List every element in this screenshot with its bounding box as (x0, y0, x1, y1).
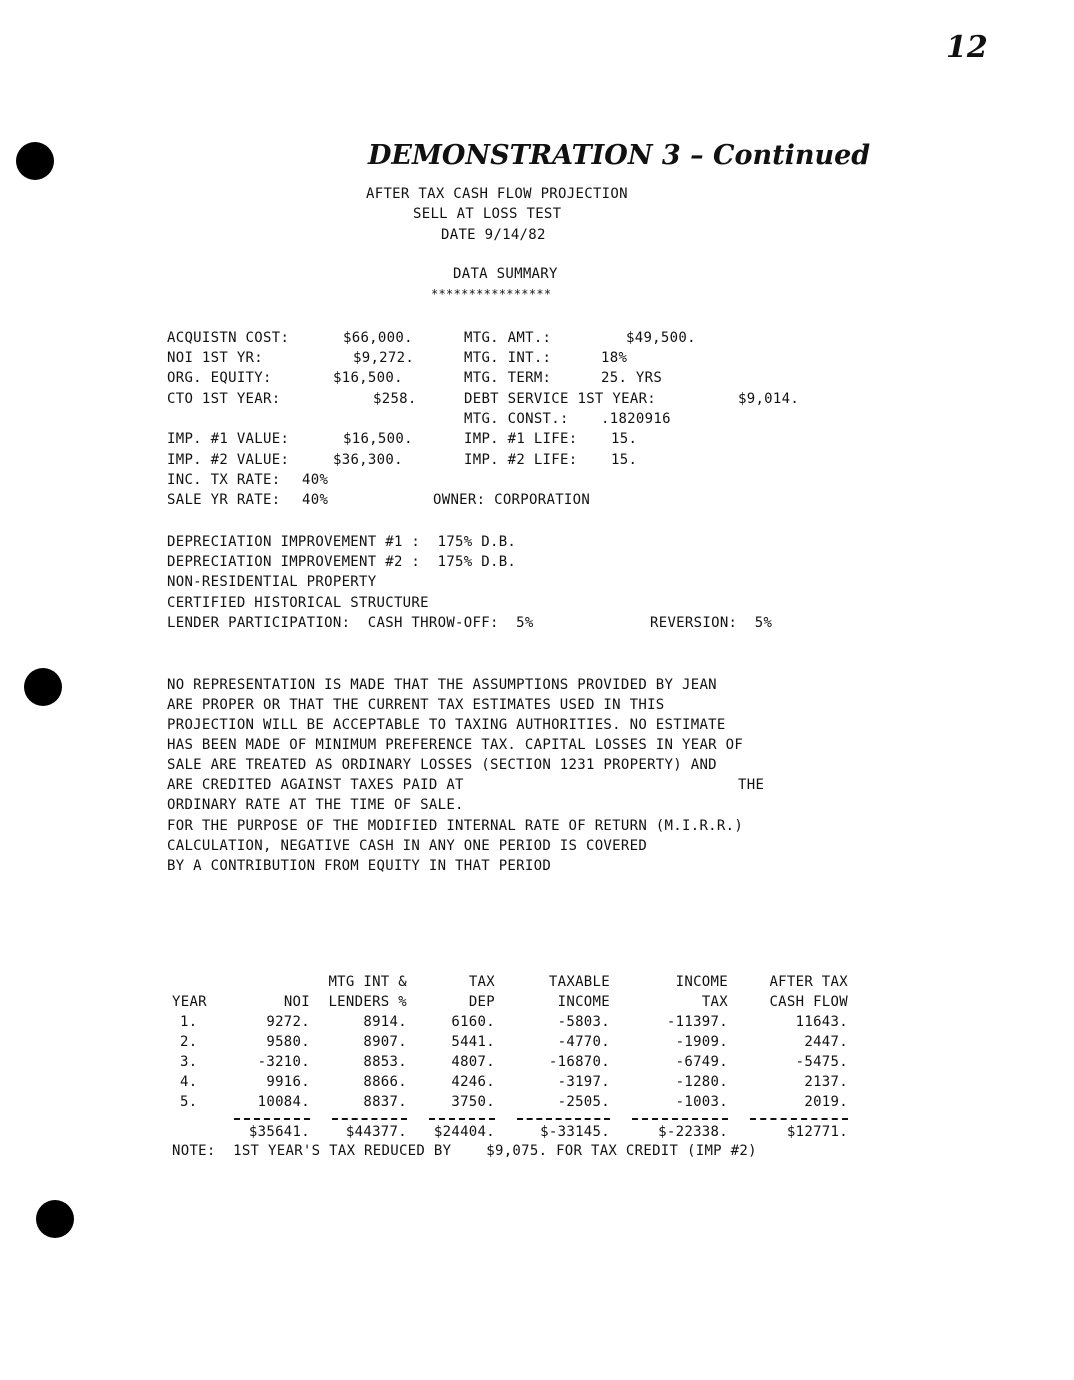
sale-year-rate-label: SALE YR RATE: (167, 492, 281, 508)
mortgage-amount-label: MTG. AMT.: (464, 330, 552, 346)
column-header: MTG INT & (328, 974, 407, 990)
table-cell: 3. (180, 1054, 198, 1070)
depreciation-imp2: DEPRECIATION IMPROVEMENT #2 : 175% D.B. (167, 554, 517, 570)
disclaimer-line: HAS BEEN MADE OF MINIMUM PREFERENCE TAX. CAPITAL LOSSES IN YEAR OF (167, 737, 744, 753)
cto-label: CTO 1ST YEAR: (167, 391, 281, 407)
dash-rule (750, 1118, 848, 1120)
column-header: INCOME (557, 994, 610, 1010)
table-cell: -5803. (557, 1014, 610, 1030)
imp1-life-label: IMP. #1 LIFE: (464, 431, 578, 447)
column-header: LENDERS % (328, 994, 407, 1010)
column-header: YEAR (172, 994, 207, 1010)
table-cell: 2019. (804, 1094, 848, 1110)
structure-type: CERTIFIED HISTORICAL STRUCTURE (167, 595, 429, 611)
table-cell: 11643. (795, 1014, 848, 1030)
report-date: DATE 9/14/82 (441, 227, 546, 243)
table-cell: 2447. (804, 1034, 848, 1050)
table-cell: -2505. (557, 1094, 610, 1110)
mortgage-term-label: MTG. TERM: (464, 370, 552, 386)
disclaimer-line: FOR THE PURPOSE OF THE MODIFIED INTERNAL RATE OF RETURN (M.I.R.R.) (167, 818, 744, 834)
total-cell: $-33145. (540, 1124, 610, 1140)
table-cell: 8866. (363, 1074, 407, 1090)
disclaimer-line: CALCULATION, NEGATIVE CASH IN ANY ONE PERIOD IS COVERED (167, 838, 648, 854)
table-cell: 9272. (266, 1014, 310, 1030)
dash-rule (517, 1118, 610, 1120)
table-cell: -11397. (666, 1014, 728, 1030)
table-cell: -1909. (675, 1034, 728, 1050)
dash-rule (632, 1118, 728, 1120)
total-cell: $24404. (433, 1124, 495, 1140)
table-cell: 2137. (804, 1074, 848, 1090)
imp1-life-value: 15. (611, 431, 638, 447)
column-header: TAX (468, 974, 495, 990)
column-header: INCOME (675, 974, 728, 990)
total-cell: $44377. (345, 1124, 407, 1140)
income-tax-rate-value: 40% (302, 472, 329, 488)
column-header: AFTER TAX (769, 974, 848, 990)
table-cell: -3197. (557, 1074, 610, 1090)
column-header: CASH FLOW (769, 994, 848, 1010)
depreciation-imp1: DEPRECIATION IMPROVEMENT #1 : 175% D.B. (167, 534, 517, 550)
reversion: REVERSION: 5% (650, 615, 773, 631)
table-cell: -5475. (795, 1054, 848, 1070)
property-type: NON-RESIDENTIAL PROPERTY (167, 574, 377, 590)
disclaimer-line: SALE ARE TREATED AS ORDINARY LOSSES (SECTION 1231 PROPERTY) AND (167, 757, 717, 773)
table-cell: -16870. (548, 1054, 610, 1070)
sale-year-rate-value: 40% (302, 492, 329, 508)
mortgage-amount-value: $49,500. (626, 330, 696, 346)
total-cell: $35641. (248, 1124, 310, 1140)
handwritten-title: DEMONSTRATION 3 – Continued (368, 140, 871, 171)
debt-service-value: $9,014. (738, 391, 800, 407)
table-row (172, 1072, 848, 1092)
mortgage-constant-label: MTG. CONST.: (464, 411, 569, 427)
tax-credit-note: NOTE: 1ST YEAR'S TAX REDUCED BY $9,075. FOR TAX CREDIT (IMP #2) (172, 1143, 757, 1159)
dash-rule (234, 1118, 310, 1120)
table-cell: -3210. (257, 1054, 310, 1070)
imp2-life-label: IMP. #2 LIFE: (464, 452, 578, 468)
page-number: 12 (946, 30, 988, 65)
report-subtitle: SELL AT LOSS TEST (413, 206, 562, 222)
original-equity-value: $16,500. (333, 370, 403, 386)
mortgage-term-value: 25. YRS (601, 370, 663, 386)
table-cell (172, 1122, 222, 1142)
total-cell: $12771. (786, 1124, 848, 1140)
original-equity-label: ORG. EQUITY: (167, 370, 272, 386)
column-header (172, 972, 222, 992)
income-tax-rate-label: INC. TX RATE: (167, 472, 281, 488)
cto-value: $258. (373, 391, 417, 407)
imp2-value-label: IMP. #2 VALUE: (167, 452, 290, 468)
totals-row (172, 1122, 848, 1142)
table-cell: 6160. (451, 1014, 495, 1030)
column-header: TAXABLE (548, 974, 610, 990)
cash-flow-table (172, 972, 848, 1142)
table-cell: 8837. (363, 1094, 407, 1110)
table-cell: -1280. (675, 1074, 728, 1090)
table-cell: 9580. (266, 1034, 310, 1050)
column-header: NOI (283, 994, 310, 1010)
hole-punch-middle (24, 668, 62, 706)
totals-separator (172, 1112, 848, 1122)
mortgage-interest-value: 18% (601, 350, 628, 366)
disclaimer-line: BY A CONTRIBUTION FROM EQUITY IN THAT PERIOD (167, 858, 552, 874)
noi-label: NOI 1ST YR: (167, 350, 264, 366)
table-row (172, 1032, 848, 1052)
dash-rule (332, 1118, 407, 1120)
table-cell: 4. (180, 1074, 198, 1090)
disclaimer-line: NO REPRESENTATION IS MADE THAT THE ASSUMPTIONS PROVIDED BY JEAN (167, 677, 717, 693)
lender-participation: LENDER PARTICIPATION: CASH THROW-OFF: 5% (167, 615, 534, 631)
table-cell: 8907. (363, 1034, 407, 1050)
table-cell: 3750. (451, 1094, 495, 1110)
dash-rule (429, 1118, 495, 1120)
table-cell: 10084. (257, 1094, 310, 1110)
table-cell: 1. (180, 1014, 198, 1030)
table-cell: 8853. (363, 1054, 407, 1070)
table-cell: -6749. (675, 1054, 728, 1070)
table-cell: -1003. (675, 1094, 728, 1110)
table-header-row (172, 972, 848, 992)
hole-punch-bottom (36, 1200, 74, 1238)
mortgage-constant-value: .1820916 (601, 411, 671, 427)
cash-flow-table-container (172, 940, 848, 1158)
imp2-value: $36,300. (333, 452, 403, 468)
table-cell: 4246. (451, 1074, 495, 1090)
table-row (172, 1012, 848, 1032)
total-cell: $-22338. (658, 1124, 728, 1140)
hole-punch-top (16, 142, 54, 180)
disclaimer-line: ARE PROPER OR THAT THE CURRENT TAX ESTIMATES USED IN THIS (167, 697, 665, 713)
mortgage-interest-label: MTG. INT.: (464, 350, 552, 366)
table-cell: -4770. (557, 1034, 610, 1050)
column-header: DEP (468, 994, 495, 1010)
disclaimer-line: PROJECTION WILL BE ACCEPTABLE TO TAXING AUTHORITIES. NO ESTIMATE (167, 717, 726, 733)
column-header (222, 972, 310, 992)
owner: OWNER: CORPORATION (433, 492, 591, 508)
acquisition-cost-value: $66,000. (343, 330, 413, 346)
column-header: TAX (701, 994, 728, 1010)
table-cell: 5441. (451, 1034, 495, 1050)
table-cell: 2. (180, 1034, 198, 1050)
debt-service-label: DEBT SERVICE 1ST YEAR: (464, 391, 657, 407)
table-row (172, 1052, 848, 1072)
table-cell: 8914. (363, 1014, 407, 1030)
table-cell: 4807. (451, 1054, 495, 1070)
imp1-value: $16,500. (343, 431, 413, 447)
summary-stars: **************** (431, 287, 552, 301)
table-header-row (172, 992, 848, 1012)
acquisition-cost-label: ACQUISTN COST: (167, 330, 290, 346)
imp2-life-value: 15. (611, 452, 638, 468)
disclaimer-line: ARE CREDITED AGAINST TAXES PAID AT (167, 777, 464, 793)
table-cell: 9916. (266, 1074, 310, 1090)
disclaimer-line: ORDINARY RATE AT THE TIME OF SALE. (167, 797, 464, 813)
disclaimer-line: THE (738, 777, 765, 793)
noi-value: $9,272. (353, 350, 415, 366)
imp1-value-label: IMP. #1 VALUE: (167, 431, 290, 447)
report-title: AFTER TAX CASH FLOW PROJECTION (366, 186, 628, 202)
summary-title: DATA SUMMARY (453, 266, 558, 282)
table-row (172, 1092, 848, 1112)
table-cell: 5. (180, 1094, 198, 1110)
